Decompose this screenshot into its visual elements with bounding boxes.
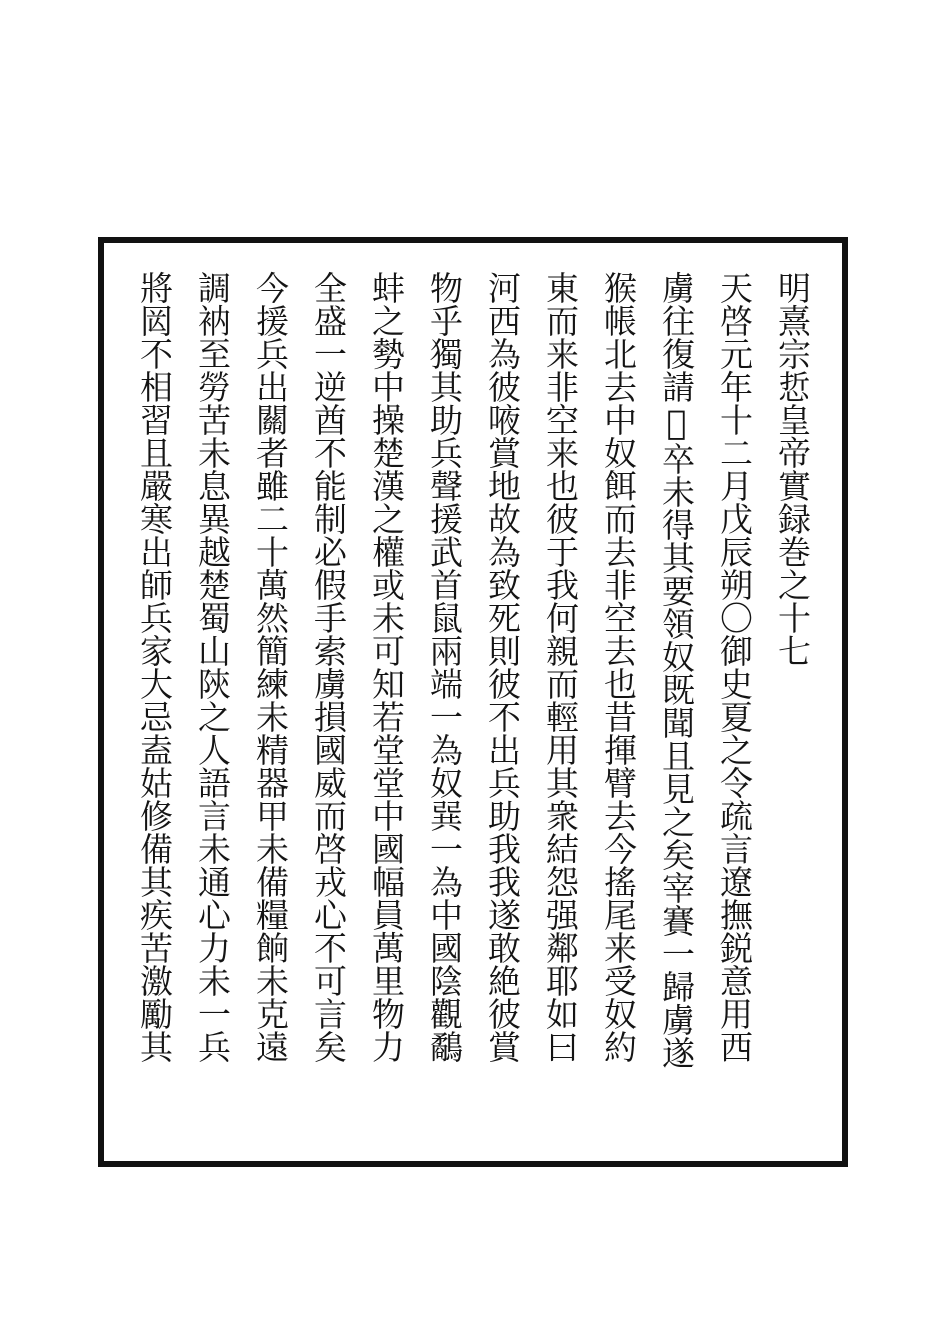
text-column-4: 猴帳北去中奴餌而去非空去也昔揮臂去今搖尾来受奴約 [599,271,638,1063]
text-columns [104,243,842,1161]
text-column-6: 河西為彼㖡賞地故為致死則彼不出兵助我我遂敢絶彼賞 [483,271,522,1063]
text-column-7: 物乎獨其助兵聲援武首鼠兩端一為奴𢁉一為中國陰觀鷸 [425,271,464,1063]
text-column-8: 蚌之勢中操楚漢之權或未可知若堂堂中國幅員萬里物力 [367,271,406,1063]
text-column-12: 將㒺不相習且嚴寒出師兵家大忌盍姑修備其疾苦激勵其 [135,271,174,1063]
page-border [98,237,848,1167]
text-column-3: 虜往復請𥪡卒未得其要領奴既聞且見之矣宰賽一歸虜遂 [657,271,696,1069]
text-column-title: 明熹宗悊皇帝實録巻之十七 [773,271,812,667]
text-column-10: 今援兵出關者雖二十萬然簡練未精器甲未備糧餉未克遠 [251,271,290,1063]
text-column-11: 調衲至勞苦未息異越楚蜀山陝之人語言未通心力未一兵 [193,271,232,1063]
text-column-5: 東而来非空来也彼于我何親而輕用其衆結怨强鄰耶如曰 [541,271,580,1063]
text-column-9: 全盛一逆酋不能制必假手索虜損國威而啓戎心不可言矣 [309,271,348,1063]
text-column-2: 天啓元年十二月戊辰朔〇御史夏之令疏言遼撫鋭意用西 [715,271,754,1063]
